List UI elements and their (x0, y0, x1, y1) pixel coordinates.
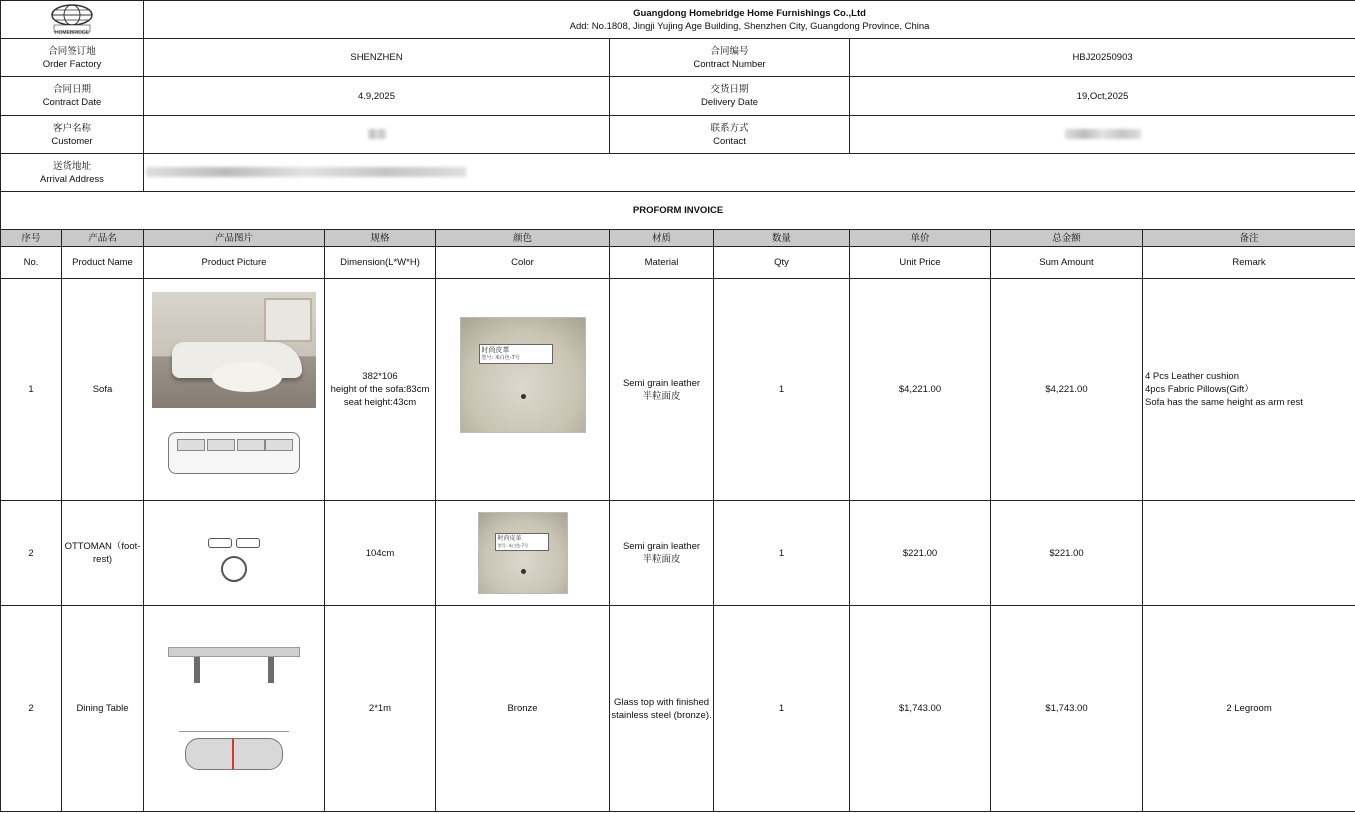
col-zh: 序号 (1, 230, 62, 247)
col-en: Color (436, 247, 610, 279)
contract-date-label (1, 77, 144, 116)
table-row (1, 501, 1355, 606)
contract-number-en: Contract Number (693, 58, 766, 70)
col-zh: 备注 (1143, 230, 1355, 247)
row-sum: $221.00 (991, 501, 1143, 606)
col-en: Product Picture (144, 247, 325, 279)
remark-line: 2 Legroom (1226, 703, 1272, 714)
row-sum: $4,221.00 (991, 279, 1143, 501)
row-remark (1143, 501, 1355, 606)
material-line: Semi grain leather (622, 541, 701, 552)
contact-value (850, 116, 1355, 154)
delivery-date-value: 19,Oct,2025 (850, 77, 1355, 116)
contract-number-value: HBJ20250903 (850, 39, 1355, 77)
row-material (610, 606, 714, 812)
col-zh: 颜色 (436, 230, 610, 247)
logo-cell (1, 1, 144, 39)
dimension-line: seat height:43cm (343, 397, 417, 408)
col-zh: 总金额 (991, 230, 1143, 247)
col-en: Remark (1143, 247, 1355, 279)
redacted-customer (368, 129, 386, 139)
contract-number-zh: 合同编号 (710, 45, 749, 57)
sofa-photo-image (152, 292, 316, 408)
row-unit-price: $1,743.00 (850, 606, 991, 812)
address-en: Arrival Address (40, 173, 104, 185)
header-row (1, 1, 1355, 39)
col-en: Unit Price (850, 247, 991, 279)
order-factory-zh: 合同签订地 (48, 45, 96, 57)
dining-table-image (144, 647, 324, 683)
row-material (610, 501, 714, 606)
col-en: No. (1, 247, 62, 279)
col-en: Material (610, 247, 714, 279)
dimension-line: 2*1m (368, 703, 392, 714)
contract-date-en: Contract Date (42, 97, 102, 108)
customer-en: Customer (51, 135, 93, 147)
contract-date-zh: 合同日期 (52, 84, 91, 95)
row-picture (144, 501, 325, 606)
order-factory-en: Order Factory (42, 58, 102, 70)
swatch-label: 时尚皮革 型号: 米白色-7号 (479, 344, 553, 364)
row-remark (1143, 279, 1355, 501)
col-zh: 规格 (325, 230, 436, 247)
material-line: Semi grain leather (622, 377, 701, 389)
row-qty: 1 (714, 279, 850, 501)
address-zh: 送货地址 (52, 160, 91, 172)
row-dimension (325, 501, 436, 606)
address-label (1, 154, 144, 192)
col-zh: 单价 (850, 230, 991, 247)
info-row-1 (1, 39, 1355, 77)
contact-label (610, 116, 850, 154)
table-row (1, 279, 1355, 501)
company-name: Guangdong Homebridge Home Furnishings Co.,Ltd (633, 7, 866, 19)
row-color (436, 501, 610, 606)
row-dimension (325, 606, 436, 812)
dining-table-plan (144, 723, 324, 770)
redacted-address (146, 167, 466, 177)
remark-line: 4pcs Fabric Pillows(Gift） (1145, 384, 1254, 395)
row-dimension (325, 279, 436, 501)
contact-en: Contact (713, 135, 746, 147)
row-unit-price: $4,221.00 (850, 279, 991, 501)
row-sum: $1,743.00 (991, 606, 1143, 812)
redacted-contact (1065, 129, 1141, 139)
dimension-line: 382*106 (362, 371, 398, 382)
row-material (610, 279, 714, 501)
leather-swatch-image (478, 512, 568, 594)
company-cell (144, 1, 1355, 39)
col-en: Product Name (62, 247, 144, 279)
col-en: Dimension(L*W*H) (325, 247, 436, 279)
address-value (144, 154, 1355, 192)
company-address: Add: No.1808, Jingji Yujing Age Building, Shenzhen City, Guangdong Province, China (569, 20, 930, 32)
sofa-plan-diagram (168, 432, 300, 474)
order-factory-label (1, 39, 144, 77)
info-row-2 (1, 77, 1355, 116)
globe-logo-icon (48, 3, 96, 33)
title-row (1, 192, 1355, 230)
swatch-label: 时尚皮革 型号: 米白色-7号 (495, 533, 549, 551)
row-name: Dining Table (62, 606, 144, 812)
contract-date-value: 4.9,2025 (144, 77, 610, 116)
row-no: 2 (1, 606, 62, 812)
customer-label (1, 116, 144, 154)
remark-line: 4 Pcs Leather cushion (1145, 371, 1240, 382)
col-zh: 材质 (610, 230, 714, 247)
dimension-line: 104cm (365, 547, 395, 559)
row-picture (144, 606, 325, 812)
ottoman-diagram (194, 524, 274, 582)
col-zh: 数量 (714, 230, 850, 247)
info-row-4 (1, 154, 1355, 192)
delivery-date-en: Delivery Date (700, 97, 759, 108)
material-line: 半粒面皮 (642, 390, 681, 402)
logo-text: HOMEBRIDGE (54, 30, 90, 36)
material-line: 半粒面皮 (642, 554, 681, 565)
row-no: 2 (1, 501, 62, 606)
row-picture (144, 279, 325, 501)
row-qty: 1 (714, 501, 850, 606)
order-factory-value: SHENZHEN (144, 39, 610, 77)
row-color (436, 279, 610, 501)
customer-value (144, 116, 610, 154)
info-row-3 (1, 116, 1355, 154)
row-unit-price: $221.00 (850, 501, 991, 606)
material-line: Glass top with finished (613, 696, 710, 708)
row-remark (1143, 606, 1355, 812)
delivery-date-zh: 交货日期 (710, 84, 749, 95)
row-no: 1 (1, 279, 62, 501)
col-en: Qty (714, 247, 850, 279)
customer-zh: 客户名称 (52, 122, 91, 134)
row-name: OTTOMAN（foot-rest) (62, 501, 144, 606)
col-zh: 产品名 (62, 230, 144, 247)
header-zh-row (1, 230, 1355, 247)
col-en: Sum Amount (991, 247, 1143, 279)
row-color: Bronze (436, 606, 610, 812)
delivery-date-label (610, 77, 850, 116)
remark-line: Sofa has the same height as arm rest (1145, 397, 1303, 408)
invoice-title: PROFORM INVOICE (1, 192, 1355, 230)
table-row (1, 606, 1355, 812)
dimension-line: height of the sofa:83cm (330, 384, 430, 395)
leather-swatch-image (460, 317, 586, 433)
material-line: stainless steel (bronze). (611, 709, 712, 721)
header-en-row (1, 247, 1355, 279)
row-qty: 1 (714, 606, 850, 812)
contract-number-label (610, 39, 850, 77)
col-zh: 产品图片 (144, 230, 325, 247)
row-name: Sofa (62, 279, 144, 501)
contact-zh: 联系方式 (710, 122, 749, 134)
